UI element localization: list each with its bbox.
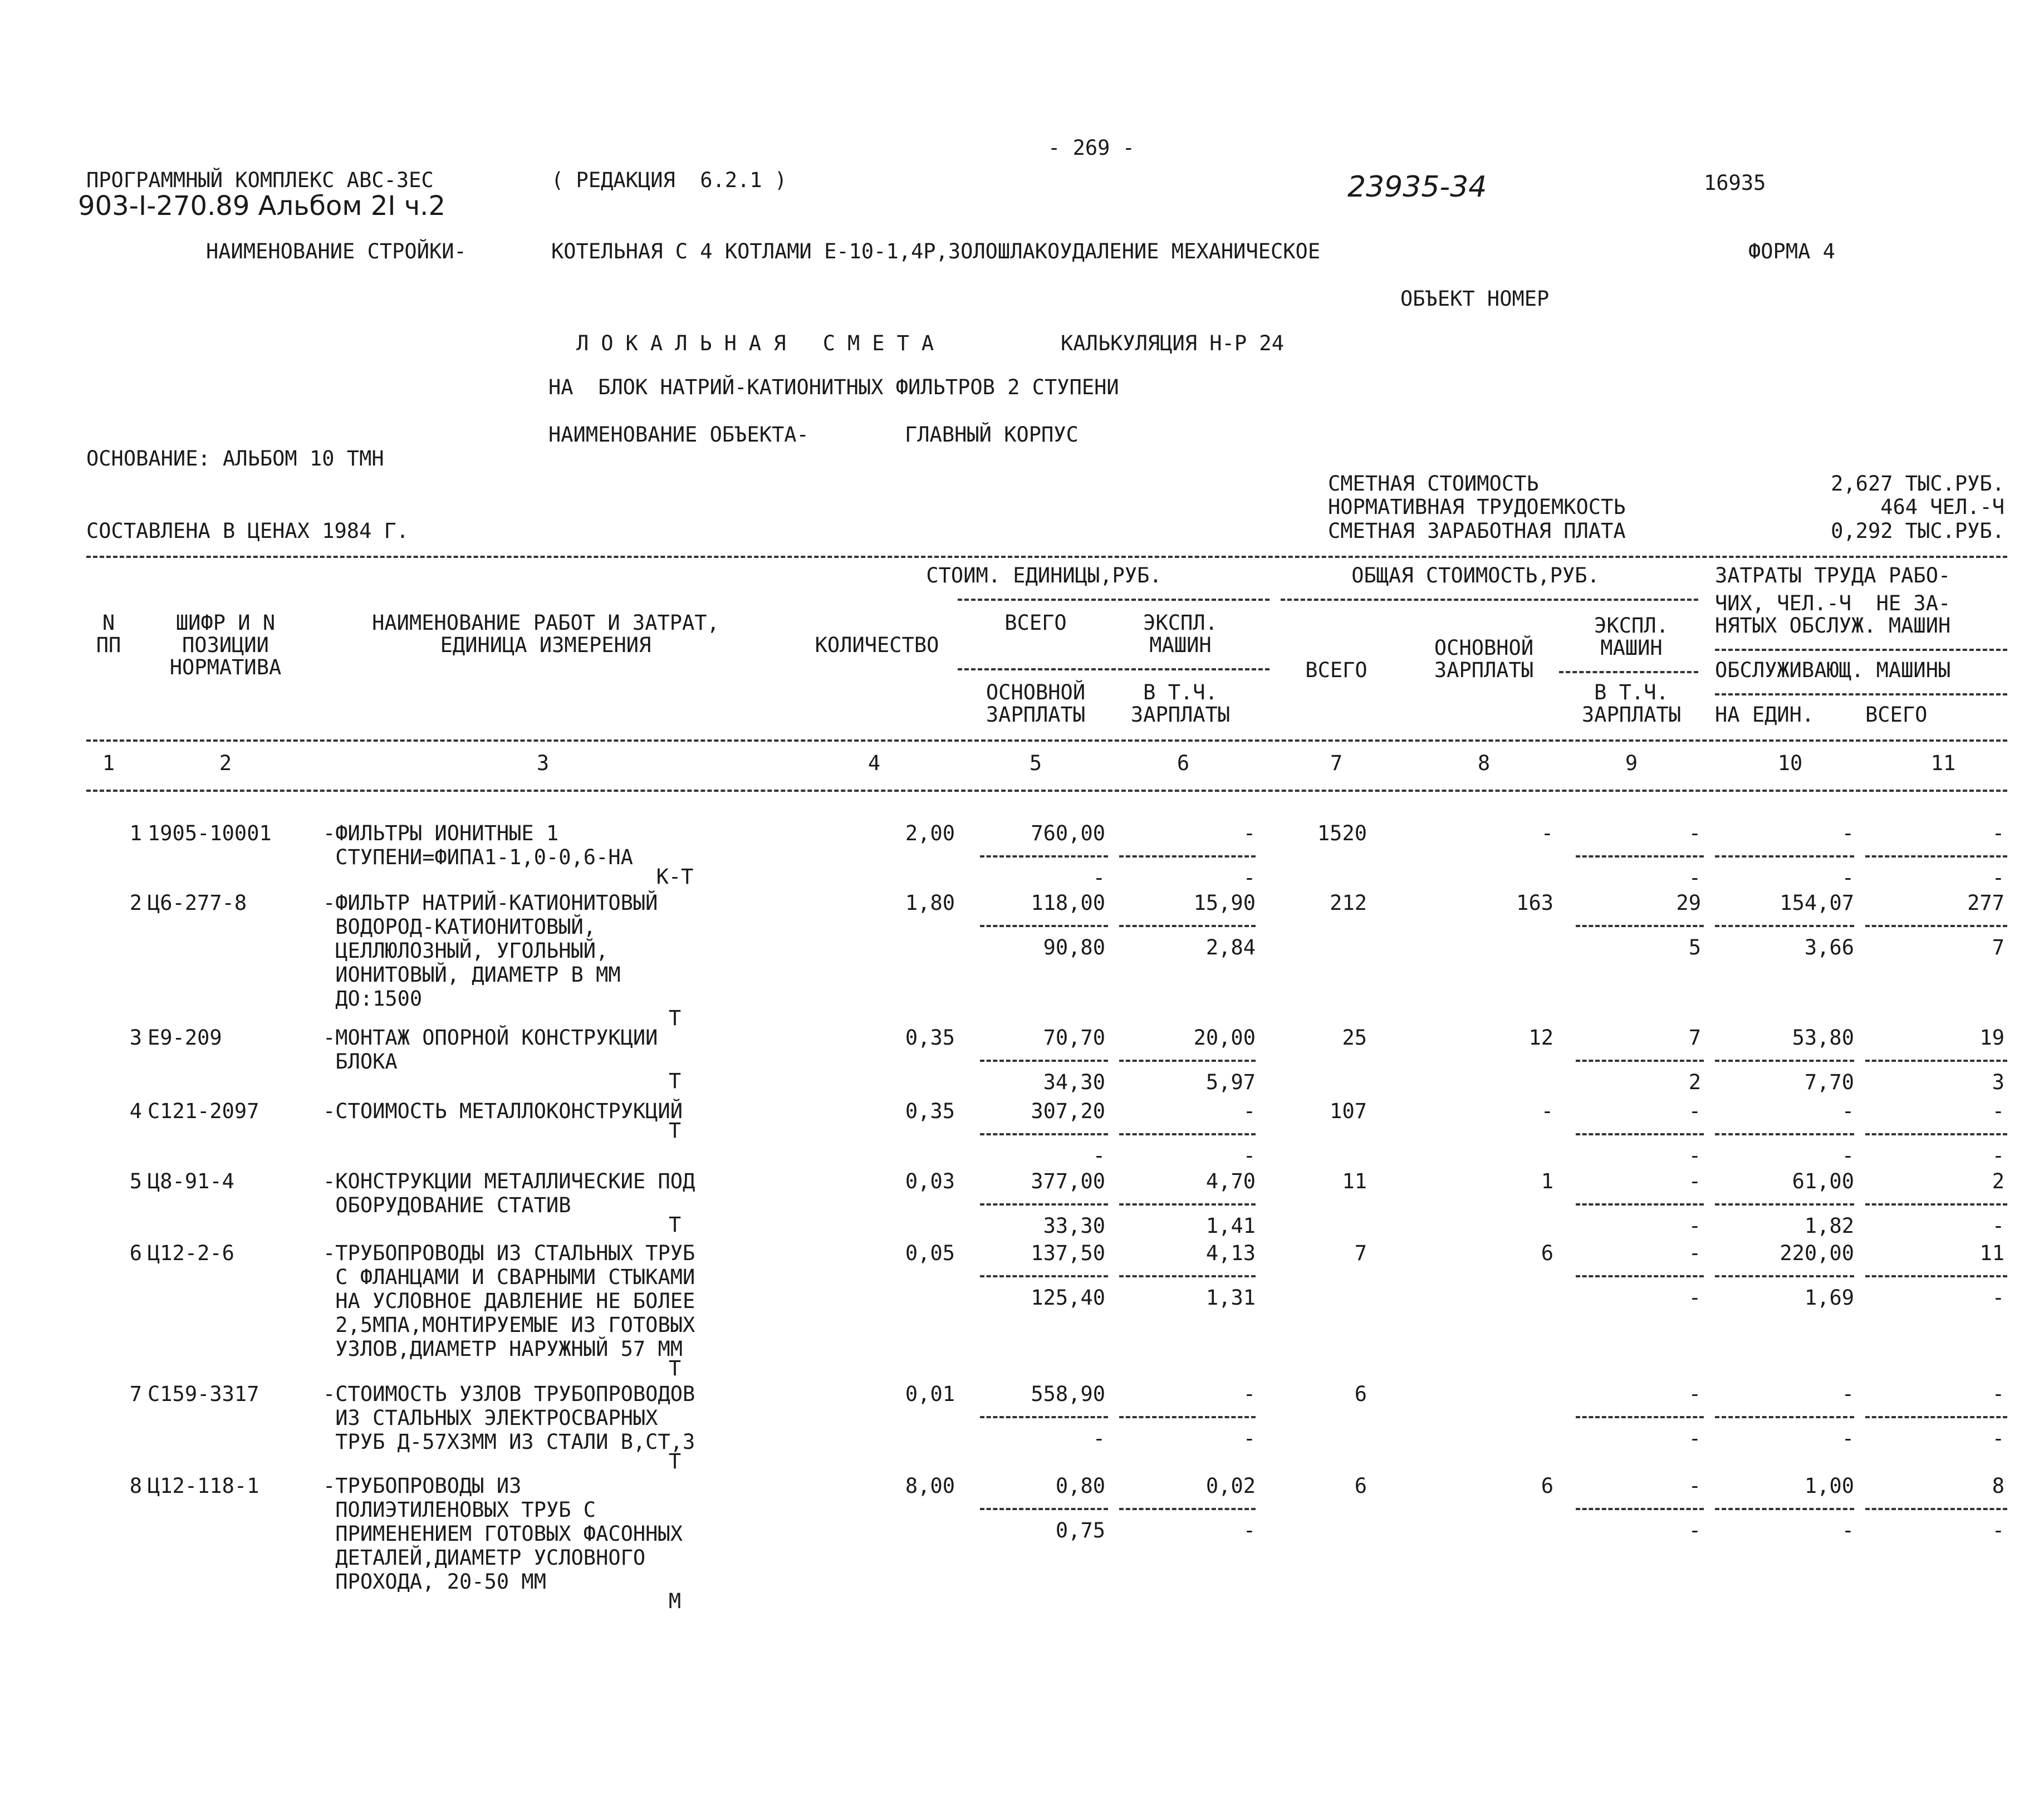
cell-c10-wage: - [1841,1427,1854,1451]
col-header-unit-mach: МАШИН [1149,633,1212,657]
row-code: Ц12-118-1 [148,1474,259,1498]
row-quantity: 2,00 [905,821,955,845]
cell-divider [1715,925,1854,927]
col-number: 3 [536,751,550,775]
cell-c11-wage: - [1992,866,2004,890]
cell-c5: 760,00 [1031,821,1105,845]
row-name: 2,5МПА,МОНТИРУЕМЫЕ ИЗ ГОТОВЫХ [323,1313,695,1337]
row-name: ВОДОРОД-КАТИОНИТОВЫЙ, [323,915,596,939]
header-rule [1559,671,1698,673]
cell-c10-wage: - [1841,866,1854,890]
row-unit: К-Т [656,865,694,889]
cell-c6: 20,00 [1193,1026,1256,1050]
cell-divider [1865,1416,2007,1418]
cell-divider [1119,1416,1256,1418]
cell-c6-wage: - [1243,866,1256,890]
row-name: НА УСЛОВНОЕ ДАВЛЕНИЕ НЕ БОЛЕЕ [323,1289,695,1313]
cell-divider [1576,1133,1704,1135]
cell-c6: 15,90 [1193,891,1256,915]
cell-c5-wage: 125,40 [1031,1286,1105,1310]
cell-divider [1715,855,1854,858]
summary-value: 0,292 ТЫС.РУБ. [1831,519,2004,543]
col-header-num: ПП [96,633,121,657]
row-unit: Т [668,1069,682,1093]
col-number: 6 [1177,751,1190,775]
row-number: 4 [129,1099,142,1123]
cell-divider [1715,1416,1854,1418]
row-name: ТРУБ Д-57Х3ММ ИЗ СТАЛИ В,СТ,3 [323,1430,695,1454]
cell-c7: 25 [1342,1026,1367,1050]
col-header-labor-sub: ОБСЛУЖИВАЮЩ. МАШИНЫ [1715,658,1951,682]
object-number: ОБЪЕКТ НОМЕР [1400,287,1550,311]
col-header-name: ЕДИНИЦА ИЗМЕРЕНИЯ [440,633,651,657]
cell-c7: 7 [1354,1241,1367,1265]
row-code: Е9-209 [148,1026,222,1050]
cell-divider [1715,1060,1854,1062]
col-header-total-wage: ЗАРПЛАТЫ [1434,658,1534,682]
row-name: ИОНИТОВЫЙ, ДИАМЕТР В ММ [323,963,621,987]
cell-divider [1119,1133,1256,1135]
row-unit: Т [668,1356,682,1380]
cell-divider [1576,855,1704,858]
cell-c6-wage: - [1243,1518,1256,1542]
header-rule [1715,693,2007,695]
cell-c10: - [1841,1099,1854,1123]
cell-divider [1576,925,1704,927]
row-name: -ФИЛЬТРЫ ИОНИТНЫЕ 1 [323,821,559,845]
row-name: ОБОРУДОВАНИЕ СТАТИВ [323,1193,571,1217]
col-header-unit-mach-wage: ЗАРПЛАТЫ [1130,703,1231,727]
cell-divider [980,1060,1108,1062]
cell-divider [980,1133,1108,1135]
row-quantity: 0,01 [905,1382,955,1406]
col-header-total-cost: ОБЩАЯ СТОИМОСТЬ,РУБ. [1351,564,1600,587]
object-name: ГЛАВНЫЙ КОРПУС [905,423,1079,447]
cell-c8: 163 [1516,891,1553,915]
col-header-labor: ЗАТРАТЫ ТРУДА РАБО- [1715,564,1951,587]
row-number: 2 [129,891,142,915]
row-unit: М [668,1589,682,1613]
cell-c8: - [1541,821,1553,845]
row-name: ЦЕЛЛЮЛОЗНЫЙ, УГОЛЬНЫЙ, [323,939,609,963]
cell-c8: 6 [1541,1241,1553,1265]
cell-c9-wage: - [1688,866,1701,890]
cell-divider [1715,1133,1854,1135]
col-header-unit-wage: ЗАРПЛАТЫ [986,703,1086,727]
col-header-code: ШИФР И N [175,611,276,635]
cell-c10-wage: - [1841,1518,1854,1542]
summary-value: 2,627 ТЫС.РУБ. [1831,472,2004,496]
col-number: 11 [1930,751,1956,775]
col-header-name: НАИМЕНОВАНИЕ РАБОТ И ЗАТРАТ, [372,611,719,635]
cell-c7: 212 [1330,891,1367,915]
cell-c10-wage: 7,70 [1804,1070,1854,1094]
row-quantity: 1,80 [905,891,955,915]
cell-c11: - [1992,1099,2004,1123]
cell-c9: 7 [1688,1026,1701,1050]
row-number: 1 [129,821,142,845]
cell-divider [1715,1203,1854,1206]
row-name: -ФИЛЬТР НАТРИЙ-КАТИОНИТОВЫЙ [323,891,658,915]
row-name: -СТОИМОСТЬ УЗЛОВ ТРУБОПРОВОДОВ [323,1382,695,1406]
cell-divider [1865,1060,2007,1062]
row-number: 3 [129,1026,142,1050]
row-name: ПОЛИЭТИЛЕНОВЫХ ТРУБ С [323,1498,596,1522]
row-name: ПРОХОДА, 20-50 ММ [323,1570,546,1594]
code-number: 16935 [1704,171,1766,195]
cell-c5-wage: 33,30 [1043,1214,1105,1238]
row-quantity: 0,35 [905,1026,955,1050]
cell-c6-wage: - [1243,1427,1256,1451]
col-number: 9 [1625,751,1638,775]
cell-divider [1865,855,2007,858]
edition: ( РЕДАКЦИЯ 6.2.1 ) [551,168,787,192]
cell-divider [1865,1275,2007,1277]
construction-label: НАИМЕНОВАНИЕ СТРОЙКИ- [206,239,467,263]
cell-divider [1119,1508,1256,1510]
row-code: Ц12-2-6 [148,1241,234,1265]
row-name: С ФЛАНЦАМИ И СВАРНЫМИ СТЫКАМИ [323,1265,695,1289]
row-code: С159-3317 [148,1382,259,1406]
cell-divider [1576,1203,1704,1206]
row-name: УЗЛОВ,ДИАМЕТР НАРУЖНЫЙ 57 ММ [323,1337,683,1361]
cell-c5: 137,50 [1031,1241,1105,1265]
cell-c6: 0,02 [1205,1474,1256,1498]
cell-c10: 53,80 [1792,1026,1854,1050]
cell-c10: - [1841,821,1854,845]
row-name: ИЗ СТАЛЬНЫХ ЭЛЕКТРОСВАРНЫХ [323,1406,658,1430]
cell-c11: - [1992,1382,2004,1406]
document-number: 23935-34 [1347,170,1487,204]
cell-c5: 70,70 [1043,1026,1105,1050]
cell-divider [1119,1060,1256,1062]
cell-c10: - [1841,1382,1854,1406]
col-header-quantity: КОЛИЧЕСТВО [815,633,939,657]
cell-c6: - [1243,1382,1256,1406]
cell-c9: - [1688,1099,1701,1123]
cell-c8: 1 [1541,1169,1553,1193]
cell-c10: 154,07 [1780,891,1854,915]
col-header-total-mach: МАШИН [1600,636,1663,660]
row-quantity: 0,03 [905,1169,955,1193]
cell-divider [1119,1275,1256,1277]
cell-divider [980,1416,1108,1418]
cell-c11: 11 [1979,1241,2004,1265]
cell-divider [1865,1203,2007,1206]
cell-divider [980,1508,1108,1510]
cell-divider [980,1203,1108,1206]
cell-c9: - [1688,1474,1701,1498]
col-header-unit-mach-wage: В Т.Ч. [1143,680,1218,704]
cell-c11: 2 [1992,1169,2004,1193]
cell-c6-wage: 1,31 [1205,1286,1256,1310]
cell-c6: - [1243,821,1256,845]
row-name: ПРИМЕНЕНИЕМ ГОТОВЫХ ФАСОННЫХ [323,1522,683,1546]
cell-c10: 220,00 [1780,1241,1854,1265]
col-number: 8 [1477,751,1491,775]
row-quantity: 0,05 [905,1241,955,1265]
header-bottom-rule [86,739,2007,742]
row-name: ДО:1500 [323,987,423,1011]
cell-divider [1715,1508,1854,1510]
cell-c5-wage: 0,75 [1055,1518,1105,1542]
row-unit: Т [668,1213,682,1237]
basis: ОСНОВАНИЕ: АЛЬБОМ 10 ТМН [86,447,384,471]
summary-label: НОРМАТИВНАЯ ТРУДОЕМКОСТЬ [1328,495,1626,519]
header-rule [1715,649,2007,651]
col-number: 5 [1029,751,1042,775]
col-header-unit-cost: СТОИМ. ЕДИНИЦЫ,РУБ. [926,564,1162,587]
col-header-num: N [102,611,115,635]
row-unit: Т [668,1006,682,1030]
cell-c9: - [1688,1241,1701,1265]
cell-c9: - [1688,821,1701,845]
row-code: Ц6-277-8 [148,891,247,915]
col-number: 7 [1330,751,1343,775]
cell-c11: 277 [1967,891,2004,915]
price-basis: СОСТАВЛЕНА В ЦЕНАХ 1984 Г. [86,519,409,543]
col-header-labor: НЯТЫХ ОБСЛУЖ. МАШИН [1715,614,1951,638]
cell-c9-wage: - [1688,1214,1701,1238]
cell-c6-wage: 5,97 [1205,1070,1256,1094]
cell-c6: - [1243,1099,1256,1123]
col-header-unit-mach: ЭКСПЛ. [1143,611,1218,635]
cell-c6: 4,13 [1205,1241,1256,1265]
row-number: 7 [129,1382,142,1406]
cell-divider [1576,1416,1704,1418]
header-rule [1281,599,1698,601]
cell-divider [1576,1060,1704,1062]
cell-divider [1865,1133,2007,1135]
form-number: ФОРМА 4 [1748,239,1835,263]
cell-c7: 107 [1330,1099,1367,1123]
cell-c5-wage: - [1092,866,1105,890]
col-header-total-mach-wage: В Т.Ч. [1594,680,1669,704]
cell-divider [980,925,1108,927]
cell-c9: - [1688,1169,1701,1193]
cell-c5-wage: - [1092,1144,1105,1168]
cell-c5: 377,00 [1031,1169,1105,1193]
col-header-labor-unit: НА ЕДИН. [1715,703,1815,727]
cell-c9: - [1688,1382,1701,1406]
cell-c11-wage: - [1992,1214,2004,1238]
row-name: ДЕТАЛЕЙ,ДИАМЕТР УСЛОВНОГО [323,1546,646,1570]
cell-divider [1119,925,1256,927]
cell-c11-wage: - [1992,1427,2004,1451]
cell-c10: 61,00 [1792,1169,1854,1193]
row-name: -СТОИМОСТЬ МЕТАЛЛОКОНСТРУКЦИЙ [323,1099,683,1123]
cell-c9-wage: - [1688,1427,1701,1451]
col-number: 10 [1777,751,1803,775]
document-title: ЛОКАЛЬНАЯ СМЕТА [576,331,947,355]
cell-c10-wage: - [1841,1144,1854,1168]
col-header-code: НОРМАТИВА [169,655,282,679]
cell-c7: 1520 [1317,821,1367,845]
cell-divider [1576,1275,1704,1277]
cell-c9-wage: - [1688,1144,1701,1168]
cell-divider [1715,1275,1854,1277]
cell-c8: 6 [1541,1474,1553,1498]
row-name: -ТРУБОПРОВОДЫ ИЗ СТАЛЬНЫХ ТРУБ [323,1241,695,1265]
row-name: БЛОКА [323,1050,398,1074]
row-unit: Т [668,1119,682,1143]
cell-c11-wage: - [1992,1286,2004,1310]
cell-c9-wage: - [1688,1518,1701,1542]
row-name: -ТРУБОПРОВОДЫ ИЗ [323,1474,522,1498]
summary-label: СМЕТНАЯ ЗАРАБОТНАЯ ПЛАТА [1328,519,1626,543]
album-reference: 903-I-270.89 Альбом 2I ч.2 [78,190,445,222]
cell-divider [980,855,1108,858]
col-header-code: ПОЗИЦИИ [182,633,269,657]
row-name: -КОНСТРУКЦИИ МЕТАЛЛИЧЕСКИЕ ПОД [323,1169,695,1193]
cell-c9-wage: 5 [1688,935,1701,959]
cell-c10-wage: 3,66 [1804,935,1854,959]
cell-c7: 6 [1354,1474,1367,1498]
col-header-total-mach-wage: ЗАРПЛАТЫ [1581,703,1682,727]
col-header-labor: ЧИХ, ЧЕЛ.-Ч НЕ ЗА- [1715,591,1951,615]
cell-c11: - [1992,821,2004,845]
cell-c11: 8 [1992,1474,2004,1498]
calculation-number: КАЛЬКУЛЯЦИЯ Н-Р 24 [1061,331,1284,355]
row-code: Ц8-91-4 [148,1169,234,1193]
cell-divider [1119,1203,1256,1206]
cell-c10: 1,00 [1804,1474,1854,1498]
cell-c9-wage: - [1688,1286,1701,1310]
cell-c6: 4,70 [1205,1169,1256,1193]
col-number: 4 [867,751,881,775]
cell-divider [1576,1508,1704,1510]
row-number: 6 [129,1241,142,1265]
cell-divider [980,1275,1108,1277]
row-quantity: 0,35 [905,1099,955,1123]
summary-label: СМЕТНАЯ СТОИМОСТЬ [1328,472,1539,496]
col-header-total-all: ВСЕГО [1305,658,1367,682]
cell-c5-wage: 34,30 [1043,1070,1105,1094]
cell-c6-wage: 2,84 [1205,935,1256,959]
cell-c11: 19 [1979,1026,2004,1050]
object-label: НАИМЕНОВАНИЕ ОБЪЕКТА- [548,423,809,447]
construction-name: КОТЕЛЬНАЯ С 4 КОТЛАМИ Е-10-1,4Р,ЗОЛОШЛАКОУДАЛЕНИЕ МЕХАНИЧЕСКОЕ [551,239,1321,263]
cell-divider [1865,1508,2007,1510]
program-name: ПРОГРАММНЫЙ КОМПЛЕКС АВС-ЗЕС [86,168,434,192]
col-header-labor-total: ВСЕГО [1865,703,1928,727]
row-name: -МОНТАЖ ОПОРНОЙ КОНСТРУКЦИИ [323,1026,658,1050]
cell-c7: 11 [1342,1169,1367,1193]
row-number: 8 [129,1474,142,1498]
cell-c5: 0,80 [1055,1474,1105,1498]
cell-c8: 12 [1528,1026,1553,1050]
cell-c5: 558,90 [1031,1382,1105,1406]
cell-c5-wage: 90,80 [1043,935,1105,959]
cell-c11-wage: 3 [1992,1070,2004,1094]
row-number: 5 [129,1169,142,1193]
cell-c6-wage: 1,41 [1205,1214,1256,1238]
cell-c6-wage: - [1243,1144,1256,1168]
col-header-unit-wage: ОСНОВНОЙ [986,680,1086,704]
row-name: СТУПЕНИ=ФИПА1-1,0-0,6-НА [323,845,633,869]
row-code: 1905-10001 [148,821,272,845]
header-rule [958,668,1269,670]
estimate-subject: НА БЛОК НАТРИЙ-КАТИОНИТНЫХ ФИЛЬТРОВ 2 СТУПЕНИ [548,375,1119,399]
cell-divider [1119,855,1256,858]
cell-c9-wage: 2 [1688,1070,1701,1094]
cell-c11-wage: 7 [1992,935,2004,959]
header-rule [958,599,1269,601]
cell-c5: 118,00 [1031,891,1105,915]
table-top-rule [86,556,2007,558]
col-header-unit-total: ВСЕГО [1004,611,1067,635]
summary-value: 464 ЧЕЛ.-Ч [1880,495,2004,519]
cell-c11-wage: - [1992,1144,2004,1168]
cell-c7: 6 [1354,1382,1367,1406]
cell-c11-wage: - [1992,1518,2004,1542]
cell-c10-wage: 1,82 [1804,1214,1854,1238]
col-header-total-wage: ОСНОВНОЙ [1434,636,1534,660]
cell-c10-wage: 1,69 [1804,1286,1854,1310]
row-quantity: 8,00 [905,1474,955,1498]
column-numbers-rule [86,790,2007,792]
col-number: 2 [219,751,232,775]
cell-c5-wage: - [1092,1427,1105,1451]
cell-divider [1865,925,2007,927]
page-number: - 269 - [1048,136,1135,160]
col-number: 1 [102,751,115,775]
row-unit: Т [668,1449,682,1473]
cell-c8: - [1541,1099,1553,1123]
cell-c9: 29 [1676,891,1701,915]
col-header-total-mach: ЭКСПЛ. [1594,614,1669,638]
row-code: С121-2097 [148,1099,259,1123]
cell-c5: 307,20 [1031,1099,1105,1123]
